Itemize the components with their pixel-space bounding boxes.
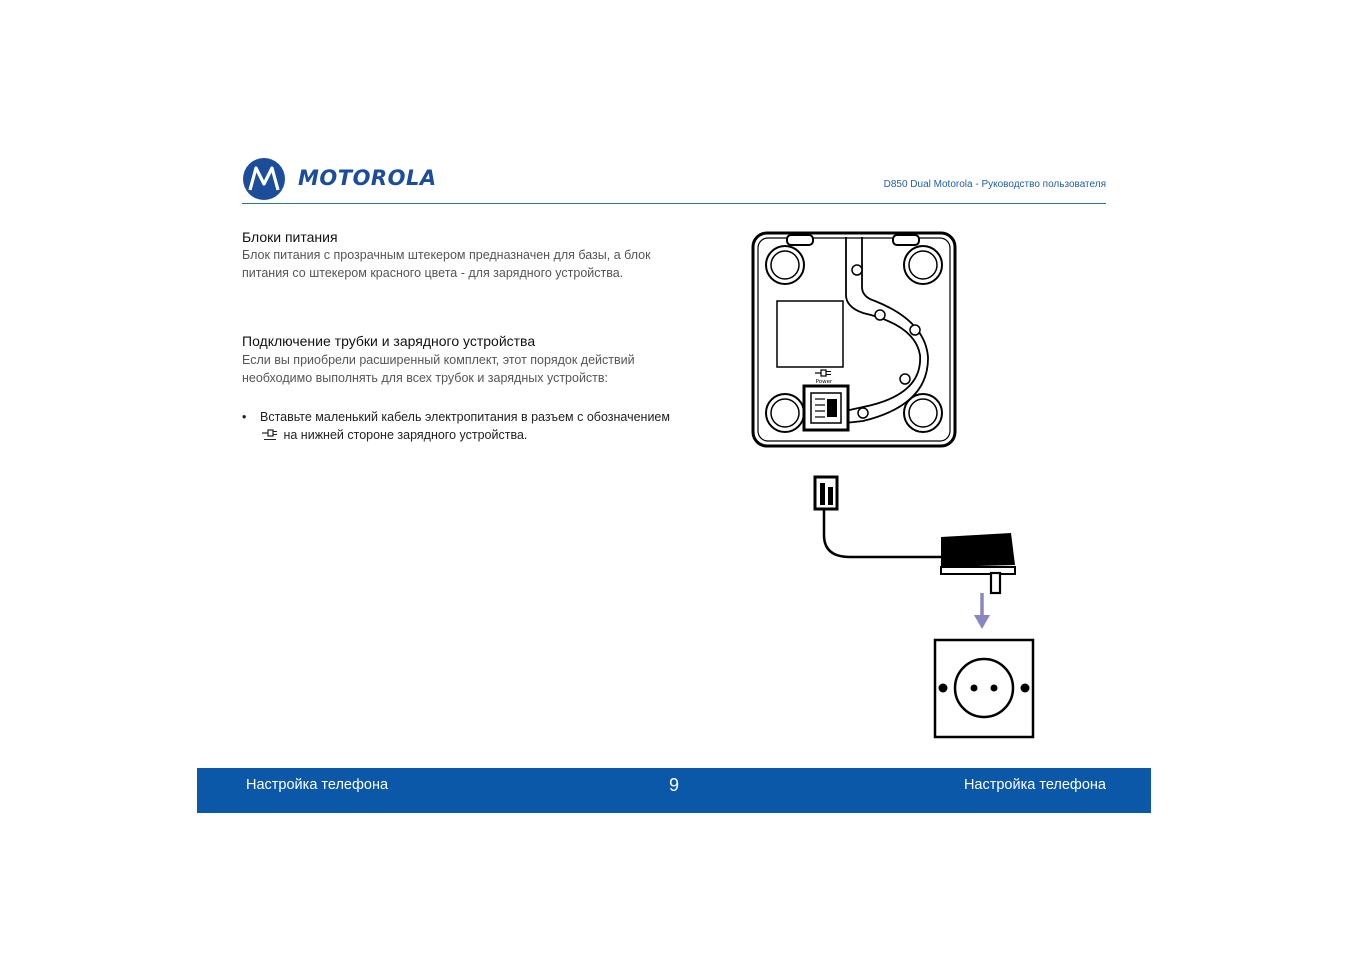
motorola-logo bbox=[242, 157, 472, 203]
section-body-power-units: Блок питания с прозрачным штекером предназначен для базы, а блок питания со штекером красного цвета - для зарядного устройства. bbox=[242, 248, 651, 280]
brand-name: MOTOROLA bbox=[298, 166, 437, 190]
power-cable-plug bbox=[815, 477, 941, 557]
document-title: D850 Dual Motorola - Руководство пользователя bbox=[883, 179, 1106, 190]
wall-socket bbox=[935, 640, 1033, 737]
power-adapter bbox=[941, 533, 1015, 593]
footer-section-left: Настройка телефона bbox=[246, 777, 389, 793]
section-heading-power-units: Блоки питания bbox=[242, 229, 338, 245]
header-divider bbox=[242, 203, 1106, 204]
footer-section-right: Настройка телефона bbox=[963, 777, 1106, 793]
bullet-marker: • bbox=[242, 410, 247, 424]
power-socket-icon bbox=[260, 428, 280, 442]
down-arrow-icon bbox=[974, 593, 990, 629]
bullet-text-after: на нижней стороне зарядного устройства. bbox=[283, 428, 528, 442]
power-label: Power bbox=[815, 379, 833, 385]
charger-base-underside bbox=[753, 233, 955, 446]
charger-connection-illustration bbox=[745, 225, 1045, 745]
footer-bar bbox=[197, 768, 1151, 813]
motorola-batwing-icon bbox=[242, 157, 286, 201]
bullet-text-before: Вставьте маленький кабель электропитания в разъем с обозначением bbox=[260, 410, 670, 424]
section-body-connect: Если вы приобрели расширенный комплект, этот порядок действий необходимо выполнять для всех трубок и зарядных устройств: bbox=[242, 353, 635, 385]
page-number: 9 bbox=[668, 775, 679, 795]
section-heading-connect: Подключение трубки и зарядного устройства bbox=[242, 333, 536, 349]
